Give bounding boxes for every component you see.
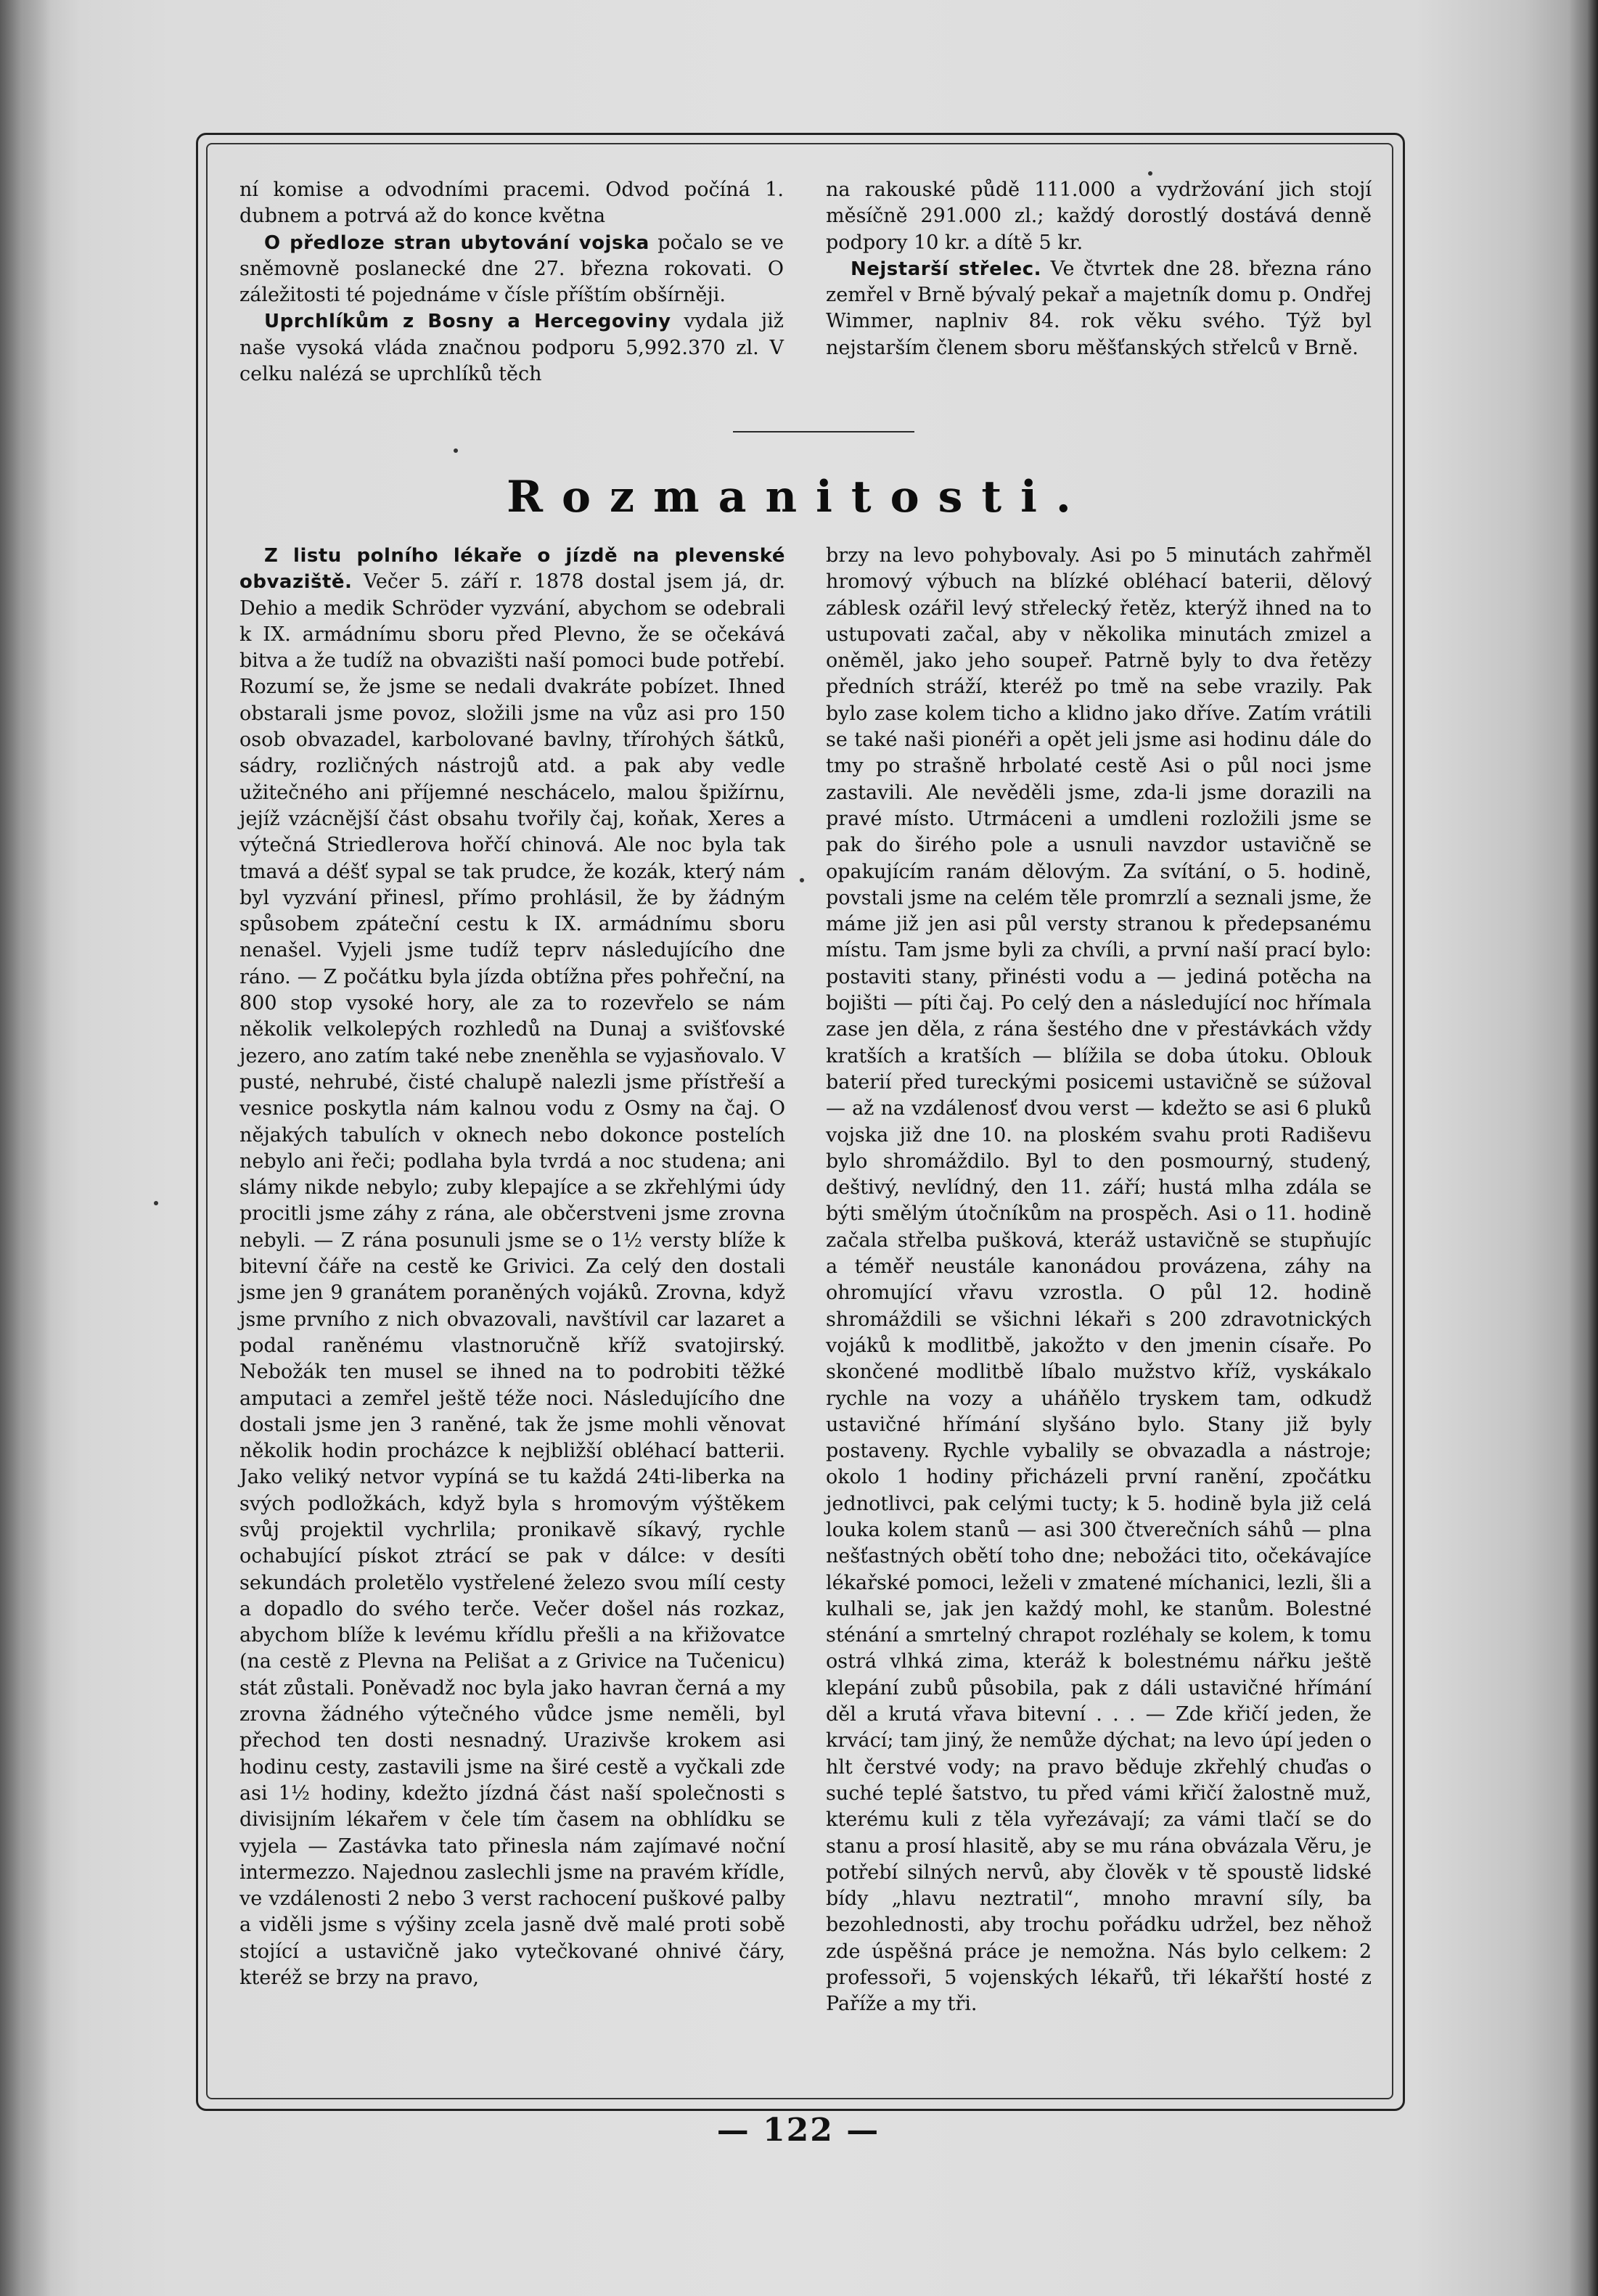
news-item-text: vydala již naše vysoká vláda značnou podporu 5,992.370 zl. V celku nalézá se uprchlíků těch [239,310,784,386]
scan-shadow-left [0,0,51,2296]
print-speck [454,448,458,453]
news-item [826,256,1372,361]
article-heading: Z listu polního lékaře o jízdě na plevenské obvaziště. [239,545,785,594]
news-item-text: počalo se ve sněmovně poslanecké dne 27. března rokovati. O záležitosti té pojednáme v čísle příštím obšírněji. [239,231,784,307]
article-column-left [239,543,785,1991]
article-paragraph [239,543,785,1991]
section-title: Rozmanitosti. [507,472,1090,522]
print-speck [154,1201,158,1205]
news-item [826,177,1372,256]
print-speck [1148,171,1152,176]
section-divider [733,431,914,432]
scan-shadow-right [1569,0,1598,2296]
article-column-right [826,543,1372,2018]
news-item-heading: Nejstarší střelec. [851,258,1042,280]
news-item [239,308,784,388]
top-column-right [826,177,1372,361]
print-speck [800,878,804,882]
news-item-heading: O předloze stran ubytování vojska [264,231,650,254]
news-item [239,177,784,230]
article-text: brzy na levo pohybovaly. Asi po 5 minutách zahřměl hromový výbuch na blízké obléhací baterii, dělový záblesk ozářil levý střelecký řetěz, kterýž ihned na to ustupovati začal, aby v několika minutách zmizel a oněměl, jako jeho soupeř. Patrně byly to dva řetězy předních stráží, kteréž po tmě na sebe vrazily. Pak bylo zase kolem ticho a klidno jako dříve. Zatím vrátili se také naši pionéři a opět jeli jsme asi hodinu dále do tmy po strašně hrbolaté cestě Asi o půl noci jsme zastavili. Ale nevěděli jsme, zda-li jsme dorazili na pravé místo. Utrmáceni a umdleni rozložili jsme se pak do širého pole a usnuli navzdor ustavičně se opakujícím ranám dělovým. Za svítání, o 5. hodině, povstali jsme na celém těle promrzlí a seznali jsme, že máme již jen asi půl versty stranou k předepsanému místu. Tam jsme byli za chvíli, a první naší prací bylo: postaviti stany, přinésti vodu a — jediná potěcha na bojišti — píti čaj. Po celý den a následující noc hřímala zase jen děla, z rána šestého dne v přestávkách vždy kratších a kratších — blížila se doba útoku. Oblouk baterií před tureckými posicemi ustavičně se súžoval — až na vzdálenosť dvou verst — kdežto se asi 6 pluků vojska již dne 10. na ploském svahu proti Radiševu bylo shromáždilo. Byl to den posmourný, studený, deštivý, nevlídný, den 11. září; hustá mlha zdála se býti smělým útočníkům na prospěch. Asi o 11. hodině začala střelba pušková, kteráž ustavičně se stupňujíc a téměř neustále kanonádou provázena, záhy na ohromující vřavu vzrostla. O půl 12. hodině shromáždili se všichni lékaři s 200 zdravotnických vojáků k modlitbě, jakožto v den jmenin císaře. Po skončené modlitbě líbalo mužstvo kříž, vyskákalo rychle na vozy a uháňělo tryskem tam, odkudž ustavičné hřímání slyšáno bylo. Stany již byly postaveny. Rychle vybalily se obvazadla a nástroje; okolo 1 hodiny přicházeli první ranění, zpočátku jednotlivci, pak celými tucty; k 5. hodině byla již celá louka kolem stanů — asi 300 čtverečních sáhů — plna nešťastných obětí toho dne; nebožáci tito, očekávajíce lékařské pomoci, leželi v zmatené míchanici, lezli, šli a kulhali se, jak jen každý mohl, ke stanům. Bolestné sténání a smrtelný chrapot rozléhaly se kolem, k tomu ostrá vlhká zima, kteráž k bolestnému nářku ještě klepání zubů působila, pak z dáli ustavičné hřímání děl a krutá vřava bitevní . . . — Zde křičí jeden, že krvácí; tam jiný, že nemůže dýchat; na levo úpí jeden o hlt čerstvé vody; na pravo běduje zkřehlý chuďas o suché teplé šatstvo, tu před vámi křičí žalostně muž, kterému kuli z těla vyřezávají; za vámi tlačí se do stanu a prosí hlasitě, aby se mu rána obvázala Věru, je potřebí silných nervů, aby člověk v tě spoustě lidské bídy „hlavu neztratil“, mnoho mravní síly, ba bezohlednosti, aby trochu pořádku udržel, bez něhož zde úspěšná práce je nemožna. Nás bylo celkem: 2 professoři, 5 vojenských lékařů, tři lékařští hosté z Paříže a my tři. [826,544,1372,2016]
article-paragraph [826,543,1372,2018]
news-item-text: na rakouské půdě 111.000 a vydržování jich stojí měsíčně 291.000 zl.; každý dorostlý dostává denně podpory 10 kr. a dítě 5 kr. [826,179,1372,254]
article-text: Večer 5. září r. 1878 dostal jsem já, dr. Dehio a medik Schröder vyzvání, abychom se odebrali k IX. armádnímu sboru před Plevno, že se očekává bitva a že tudíž na obvazišti naší pomoci bude potřebí. Rozumí se, že jsme se nedali dvakráte pobízet. Ihned obstarali jsme povoz, složili jsme na vůz asi pro 150 osob obvazadel, karbolované bavlny, třírohých šátků, sádry, rozličných nástrojů atd. a pak aby vedle užitečného ani příjemné neschácelo, malou špižírnu, jejíž vzácnější část obsahu tvořily čaj, koňak, Xeres a výtečná Striedlerova hořčí chinová. Ale noc byla tak tmavá a déšť sypal se tak prudce, že kozák, který nám byl vyzvání přinesl, přímo prohlásil, že by žádným spůsobem zpáteční cestu k IX. armádnímu sboru nenašel. Vyjeli jsme tudíž teprv následujícího dne ráno. — Z počátku byla jízda obtížna přes pohřeční, na 800 stop vysoké hory, ale za to rozevřelo se nám několik velkolepých rozhledů na Dunaj a svišťovské jezero, ano zatím také nebe zneněhla se vyjasňovalo. V pusté, nehrubé, čisté chalupě nalezli jsme přístřeší a vesnice poskytla nám kalnou vodu z Osmy na čaj. O nějakých tabulích v oknech nebo dokonce postelích nebylo ani řeči; podlaha byla tvrdá a noc studena; ani slámy nikde nebylo; zuby klepajíce a se zkřehlými údy procitli jsme záhy z rána, ale občerstveni jsme zrovna nebyli. — Z rána posunuli jsme se o 1½ versty blíže k bitevní čáře na cestě ke Grivici. Za celý den dostali jsme jen 9 granátem poraněných vojáků. Zrovna, když jsme prvního z nich obvazovali, navštívil car lazaret a podal raněnému vlastnoručně kříž svatojirský. Nebožák ten musel se ihned na to podrobiti těžké amputaci a zemřel ještě téže noci. Následujícího dne dostali jsme jen 3 raněné, tak že jsme mohli věnovat několik hodin procházce k nejbližší obléhací batterii. Jako veliký netvor vypíná se tu každá 24ti-liberka na svých podložkách, když byla s hromovým výštěkem svůj projektil vychrlila; pronikavě síkavý, rychle ochabující pískot ztrácí se pak v dálce: v desíti sekundách proletělo vystřelené železo svou mílí cesty a dopadlo do svého terče. Večer došel nás rozkaz, abychom blíže k levému křídlu přešli a na křižovatce (na cestě z Plevna na Pelišat a z Grivice na Tučenicu) stát zůstali. Poněvadž noc byla jako havran černá a my zrovna žádného výtečného vůdce jsme neměli, byl přechod ten dosti nesnadný. Urazivše krokem asi hodinu cesty, zastavili jsme na širé cestě a vyčkali zde asi 1½ hodiny, kdežto jízdná část naší společnosti s divisijním lékařem v čele tím časem na obhlídku se vyjela — Zastávka tato přinesla nám zajímavé noční intermezzo. Najednou zaslechli jsme na pravém křídle, ve vzdálenosti 2 nebo 3 verst rachocení puškové palby a viděli jsme s výšiny zcela jasně dvě malé proti sobě stojící a ustavičně jako vytečkované ohnivé čáry, kteréž se brzy na pravo, [239,570,785,1990]
news-item-text: ní komise a odvodními pracemi. Odvod počíná 1. dubnem a potrvá až do konce května [239,179,784,228]
news-item-text: Ve čtvrtek dne 28. března ráno zemřel v Brně bývalý pekař a majetník domu p. Ondřej Wimmer, naplniv 84. rok věku svého. Týž byl nejstarším členem sboru měšťanských střelců v Brně. [826,257,1372,359]
page-number: — 122 — [716,2112,880,2149]
top-column-left [239,177,784,388]
news-item-heading: Uprchlíkům z Bosny a Hercegoviny [264,311,671,333]
news-item [239,230,784,309]
